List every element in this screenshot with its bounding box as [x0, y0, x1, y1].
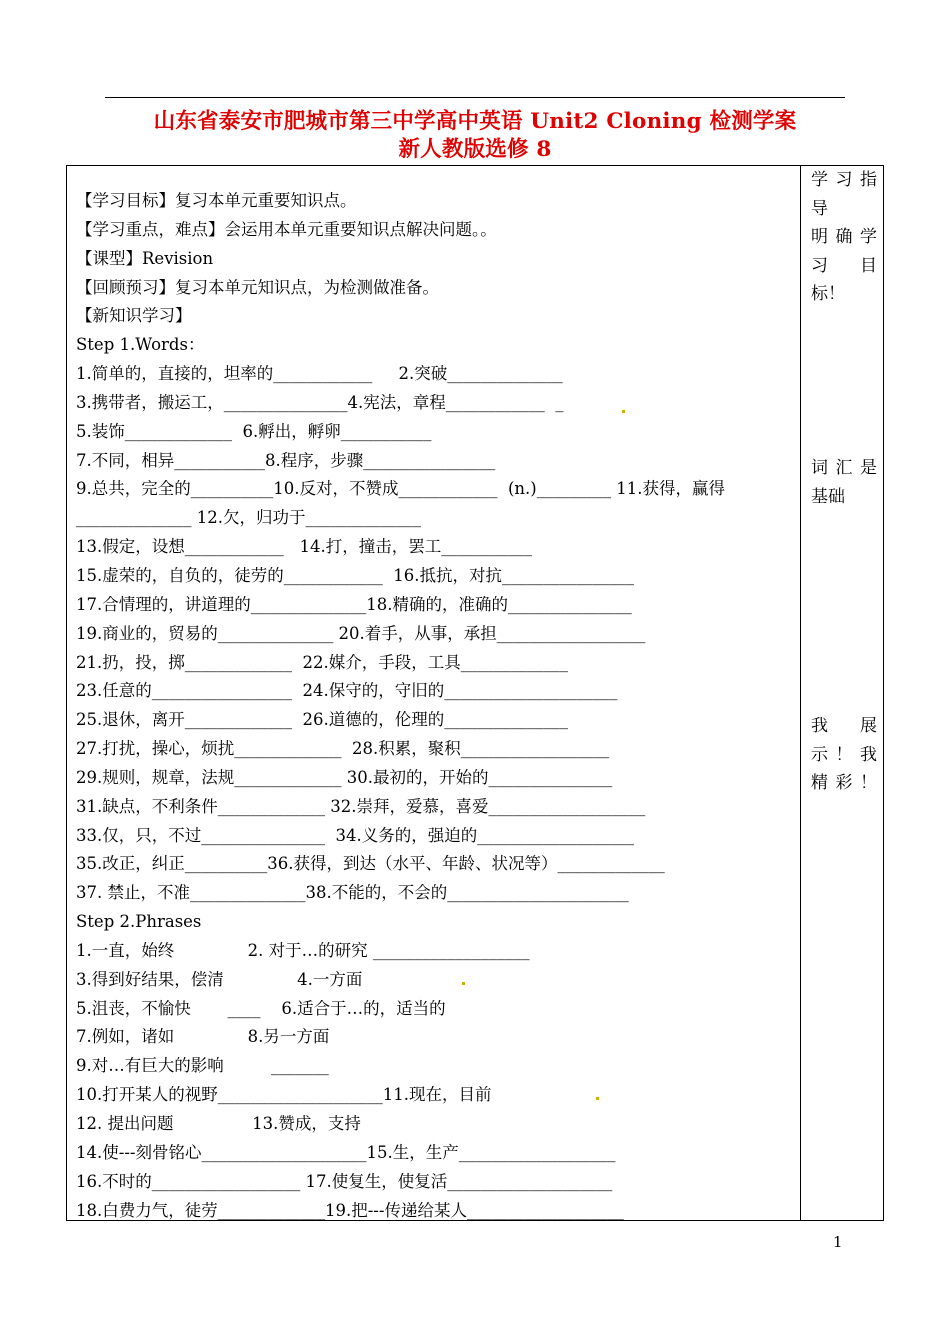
content-line: 3.携带者，搬运工，_______________4.宪法，章程____________ _	[76, 392, 564, 412]
content-line: Step 1.Words：	[76, 335, 205, 355]
content-line: 25.退休，离开_____________ 26.道德的，伦理的_______________	[76, 710, 568, 730]
content-line: 35.改正，纠正__________36.获得，到达（水平、年龄、状况等）_____________	[76, 854, 665, 874]
content-line: 12. 提出问题 13.赞成，支持	[76, 1114, 361, 1133]
page-title-line-2: 新人教版选修 8	[398, 137, 552, 162]
sidebar-line: 词汇是	[811, 458, 877, 478]
header-rule	[105, 97, 845, 98]
content-line: 9.对…有巨大的影响 _______	[76, 1056, 329, 1076]
content-line: 23.任意的_________________ 24.保守的，守旧的_____________________	[76, 681, 618, 701]
stray-mark	[462, 982, 465, 985]
content-line: ______________ 12.欠，归功于______________	[76, 508, 421, 528]
content-line: 【学习目标】复习本单元重要知识点。	[76, 191, 357, 210]
column-divider	[800, 165, 801, 1221]
content-line: 【课型】Revision	[76, 248, 214, 268]
content-line: 14.使---刻骨铭心____________________15.生，生产___________________	[76, 1142, 616, 1162]
page-number: 1	[833, 1233, 843, 1251]
content-line: 31.缺点，不利条件_____________ 32.崇拜，爱慕，喜爱___________________	[76, 796, 646, 816]
content-line: 【新知识学习】	[76, 306, 192, 326]
content-line: 18.白费力气，徒劳_____________19.把---传递给某人___________________	[76, 1200, 624, 1220]
sidebar-line: 学习指	[811, 170, 877, 190]
content-line: 【学习重点，难点】会运用本单元重要知识点解决问题。。	[76, 219, 497, 239]
sidebar-note-vocab	[811, 454, 877, 511]
content-line: 7.不同，相异___________8.程序，步骤________________	[76, 450, 496, 470]
content-line: 21.扔，投，掷_____________ 22.媒介，手段，工具_____________	[76, 652, 568, 672]
content-line: 15.虚荣的，自负的，徒劳的____________ 16.抵抗，对抗________________	[76, 565, 634, 585]
sidebar-line: 我 展	[811, 716, 877, 736]
content-line: 3.得到好结果，偿清 4.一方面	[76, 969, 363, 989]
content-line: 27.打扰，操心，烦扰_____________ 28.积累，聚积__________________	[76, 739, 610, 759]
content-line: 9.总共，完全的__________10.反对，不赞成____________ (n.)_________ 11.获得，赢得	[76, 479, 725, 499]
sidebar-note-goals	[811, 166, 877, 309]
sidebar-line: 标！	[811, 284, 845, 305]
stray-mark	[622, 410, 625, 413]
sidebar-line: 明确学	[811, 227, 877, 248]
content-line: 10.打开某人的视野____________________11.现在，目前	[76, 1085, 492, 1105]
page-title-line-1: 山东省泰安市肥城市第三中学高中英语 Unit2 Cloning 检测学案	[153, 109, 797, 134]
content-line: 37. 禁止，不准______________38.不能的，不会的______________________	[76, 883, 629, 903]
content-line: 1.一直，始终 2. 对于…的研究 ___________________	[76, 940, 530, 960]
content-line: 5.沮丧，不愉快 ____ 6.适合于…的，适当的	[76, 998, 446, 1018]
sidebar-line: 示！我	[811, 744, 877, 765]
sidebar-line: 习 目	[811, 255, 877, 276]
content-line: 13.假定，设想____________ 14.打，撞击，罢工___________	[76, 537, 532, 557]
content-line: Step 2.Phrases	[76, 912, 202, 932]
content-line: 1.简单的，直接的，坦率的____________ 2.突破______________	[76, 364, 563, 384]
content-line: 16.不时的__________________ 17.使复生，使复活____________________	[76, 1171, 613, 1191]
sidebar-line: 导	[811, 198, 828, 219]
content-line: 19.商业的，贸易的______________ 20.着手，从事，承担__________________	[76, 623, 646, 643]
content-line: 7.例如，诸如 8.另一方面	[76, 1027, 330, 1047]
content-line: 【回顾预习】复习本单元知识点，为检测做准备。	[76, 277, 439, 297]
stray-mark	[596, 1097, 599, 1100]
content-line: 33.仅，只，不过_______________ 34.义务的，强迫的___________________	[76, 825, 634, 845]
content-line: 29.规则，规章，法规_____________ 30.最初的，开始的_______________	[76, 767, 613, 787]
sidebar-line: 基础	[811, 486, 845, 507]
content-line: 17.合情理的，讲道理的______________18.精确的，准确的_______________	[76, 594, 632, 614]
sidebar-line: 精彩！	[811, 773, 877, 794]
content-line: 5.装饰_____________ 6.孵出，孵卵___________	[76, 421, 432, 441]
worksheet-content	[76, 187, 796, 1225]
sidebar-note-showcase	[811, 712, 877, 798]
